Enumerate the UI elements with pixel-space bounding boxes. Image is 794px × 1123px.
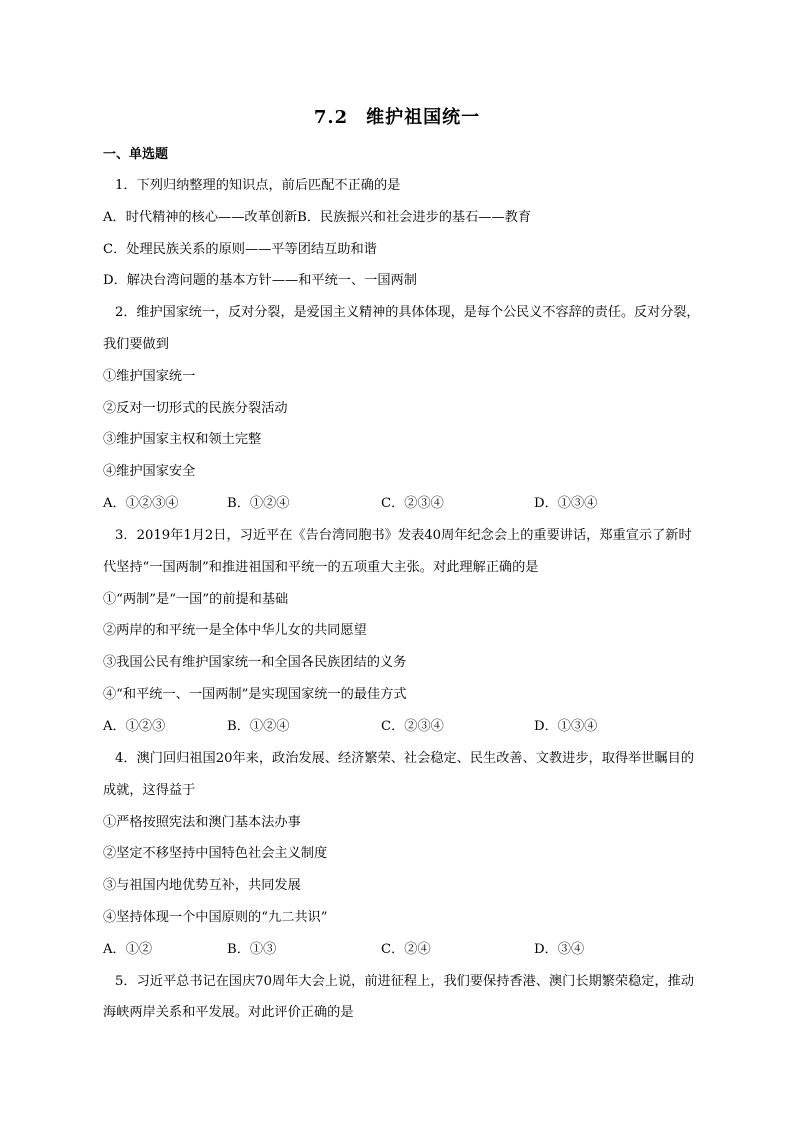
- q1-option-d: D．解决台湾问题的基本方针——和平统一、一国两制: [103, 273, 417, 288]
- q1-options-ab: [103, 209, 531, 227]
- q2-option-d: D．①③④: [534, 496, 598, 511]
- q2-item-1: ①维护国家统一: [103, 369, 196, 384]
- q4-stem-line2: 成就，这得益于: [103, 783, 196, 798]
- title-text: 维护祖国统一: [366, 107, 481, 128]
- q3-option-b: B．①②④: [227, 719, 290, 734]
- q4-item-4: ④坚持体现一个中国原则的“九二共识”: [103, 910, 328, 925]
- q3-item-2: ②两岸的和平统一是全体中华儿女的共同愿望: [103, 623, 367, 638]
- q3-option-c: C．②③④: [381, 719, 444, 734]
- q2-stem-line1: 2．维护国家统一，反对分裂，是爱国主义精神的具体体现，是每个公民义不容辞的责任。反对分裂，: [115, 305, 700, 320]
- q3-item-3: ③我国公民有维护国家统一和全国各民族团结的义务: [103, 655, 407, 670]
- q4-item-3: ③与祖国内地优势互补，共同发展: [103, 878, 301, 893]
- section-heading: 一、单选题: [103, 147, 169, 162]
- q4-option-a: A．①②: [103, 942, 153, 957]
- q2-option-a: A．①②③④: [103, 496, 179, 511]
- q2-item-4: ④维护国家安全: [103, 464, 196, 479]
- title-number: 7.2: [313, 107, 349, 128]
- q5-stem-line1: 5．习近平总书记在国庆70周年大会上说，前进征程上，我们要保持香港、澳门长期繁荣稳定，推动: [115, 974, 695, 989]
- q2-stem-line2: 我们要做到: [103, 337, 169, 352]
- q3-item-1: ①“两制”是“一国”的前提和基础: [103, 592, 289, 607]
- q3-stem-line2: 代坚持“一国两制”和推进祖国和平统一的五项重大主张。对此理解正确的是: [103, 560, 539, 575]
- q4-option-c: C．②④: [381, 942, 431, 957]
- page-title: [0, 103, 794, 129]
- q3-item-4: ④“和平统一、一国两制”是实现国家统一的最佳方式: [103, 687, 407, 702]
- q4-item-1: ①严格按照宪法和澳门基本法办事: [103, 815, 301, 830]
- q2-item-2: ②反对一切形式的民族分裂活动: [103, 401, 288, 416]
- q2-option-c: C．②③④: [381, 496, 444, 511]
- q1-stem: 1．下列归纳整理的知识点，前后匹配不正确的是: [115, 178, 401, 193]
- q1-option-c: C．处理民族关系的原则——平等团结互助和谐: [103, 242, 377, 257]
- q2-item-3: ③维护国家主权和领土完整: [103, 432, 262, 447]
- q4-item-2: ②坚定不移坚持中国特色社会主义制度: [103, 846, 328, 861]
- q1-option-a: A．时代精神的核心——改革创新: [103, 210, 298, 225]
- q2-option-b: B．①②④: [227, 496, 290, 511]
- q4-option-d: D．③④: [534, 942, 585, 957]
- q3-stem-line1: 3．2019年1月2日，习近平在《告台湾同胞书》发表40周年纪念会上的重要讲话，郑重宣示了新时: [115, 528, 692, 543]
- q4-option-b: B．①③: [227, 942, 277, 957]
- q1-option-b: B．民族振兴和社会进步的基石——教育: [297, 210, 532, 225]
- q4-stem-line1: 4．澳门回归祖国20年来，政治发展、经济繁荣、社会稳定、民生改善、文教进步，取得举世瞩目的: [115, 751, 695, 766]
- q3-option-a: A．①②③: [103, 719, 166, 734]
- q3-option-d: D．①③④: [534, 719, 598, 734]
- q5-stem-line2: 海峡两岸关系和平发展。对此评价正确的是: [103, 1005, 354, 1020]
